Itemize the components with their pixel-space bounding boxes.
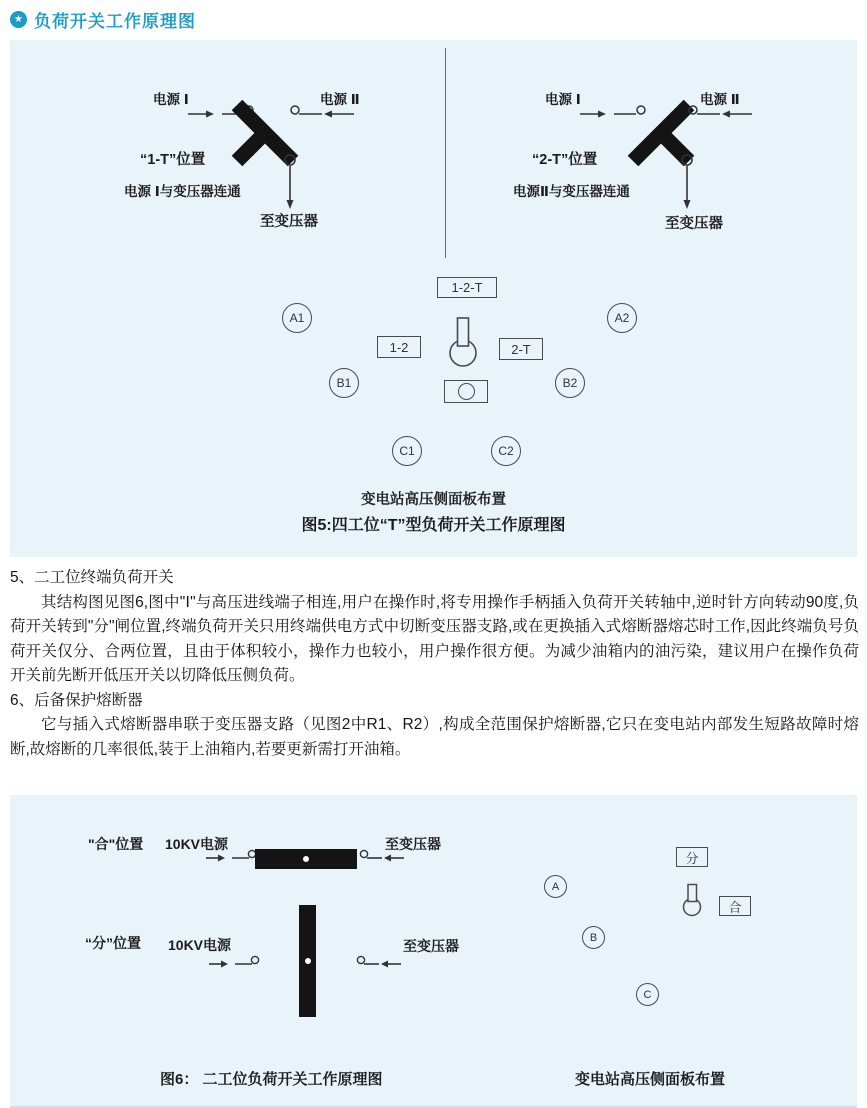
panel-hole-a: A	[544, 875, 567, 898]
figure5-panel	[10, 40, 857, 557]
section6-heading: 6、后备保护熔断器	[10, 691, 143, 709]
fig6-open-to-transformer-label: 至变压器	[403, 938, 459, 954]
panel-hole-b: B	[582, 926, 605, 949]
panel-hole-c: C	[636, 983, 659, 1006]
pivot-dot	[305, 958, 311, 964]
body-text	[10, 566, 859, 762]
fig5-left-source2-label: 电源 Ⅱ	[320, 92, 360, 107]
fig5-left-to-transformer-label: 至变压器	[260, 214, 318, 230]
fig5-right-connection-label: 电源Ⅱ与变压器连通	[513, 184, 630, 199]
indicator-window	[444, 380, 488, 403]
panel-hole-b2: B2	[555, 368, 585, 398]
fig5-left-source1-label: 电源 Ⅰ	[153, 92, 189, 107]
fig6-open-position-label: “分”位置	[85, 935, 141, 951]
contact-east-icon	[284, 102, 359, 122]
panel-hole-c1: C1	[392, 436, 422, 466]
fig6-open-source-label: 10KV电源	[168, 937, 232, 953]
pivot-dot	[303, 856, 309, 862]
panel-hole-a1: A1	[282, 303, 312, 333]
fig5-right-source2-label: 电源 Ⅱ	[700, 92, 740, 107]
fig5-left-position-label: “1-T”位置	[140, 152, 206, 168]
fig5-right-position-label: “2-T”位置	[532, 152, 598, 168]
fig6-caption: 图6： 二工位负荷开关工作原理图	[160, 1071, 383, 1088]
contact-east-icon	[682, 102, 757, 122]
switch-blade-closed	[255, 849, 357, 869]
indicator-dot	[458, 383, 475, 400]
contact-west-icon	[205, 847, 257, 865]
fig5-left-connection-label: 电源 Ⅰ与变压器连通	[124, 184, 241, 199]
panel-hole-a2: A2	[607, 303, 637, 333]
fig6-closed-position-label: "合"位置	[88, 836, 144, 852]
fig5-caption: 图5:四工位“T”型负荷开关工作原理图	[301, 517, 566, 534]
panel-box-1-2-t: 1-2-T	[437, 277, 497, 298]
operating-handle-icon	[678, 883, 706, 917]
transformer-contact-arrow-icon	[677, 152, 697, 212]
switch-blade-open	[299, 905, 316, 1017]
fig5-panel-label: 变电站高压侧面板布置	[361, 492, 506, 508]
fig6-panel-label: 变电站高压侧面板布置	[575, 1071, 726, 1088]
panel-box-open: 分	[676, 847, 708, 867]
panel-box-1-2: 1-2	[377, 336, 421, 358]
panel-box-close: 合	[719, 896, 751, 916]
fig5-right-to-transformer-label: 至变压器	[665, 216, 723, 232]
panel-hole-c2: C2	[491, 436, 521, 466]
panel-box-2-t: 2-T	[499, 338, 543, 360]
star-circle-icon: ★	[10, 11, 27, 28]
page-title: 负荷开关工作原理图	[34, 12, 196, 31]
fig5-right-source1-label: 电源 Ⅰ	[545, 92, 581, 107]
section6-body: 它与插入式熔断器串联于变压器支路（见图2中R1、R2）,构成全范围保护熔断器,它只在变电站内部发生短路故障时熔断,故熔断的几率很低,装于上油箱内,若要更新需打开油箱。	[10, 716, 859, 758]
operating-handle-icon	[448, 316, 478, 368]
contact-east-icon	[355, 953, 403, 971]
fig6-closed-to-transformer-label: 至变压器	[385, 836, 441, 852]
contact-west-icon	[208, 953, 260, 971]
fig6-closed-source-label: 10KV电源	[165, 836, 229, 852]
figure6-panel	[10, 795, 857, 1108]
section5-heading: 5、二工位终端负荷开关	[10, 569, 174, 586]
panel-hole-b1: B1	[329, 368, 359, 398]
page-header	[10, 7, 196, 32]
section5-body: 其结构图见图6,图中"Ⅰ"与高压进线端子相连,用户在操作时,将专用操作手柄插入负荷开关转轴中,逆时针方向转动90度,负荷开关转到"分"闸位置,终端负荷开关只用终端供电方式中切断变压器支路,或在更换插入式熔断器熔芯时工作,因此终端负号负荷开关仅分、合两位置，且由于体积较小，操作力也较小，用户操作很方便。为减少油箱内的油污染，建议用户在操作负荷开关前先断开低压开关以切降低压侧负荷。	[10, 593, 859, 684]
vertical-divider	[445, 48, 446, 258]
transformer-contact-arrow-icon	[280, 152, 300, 212]
